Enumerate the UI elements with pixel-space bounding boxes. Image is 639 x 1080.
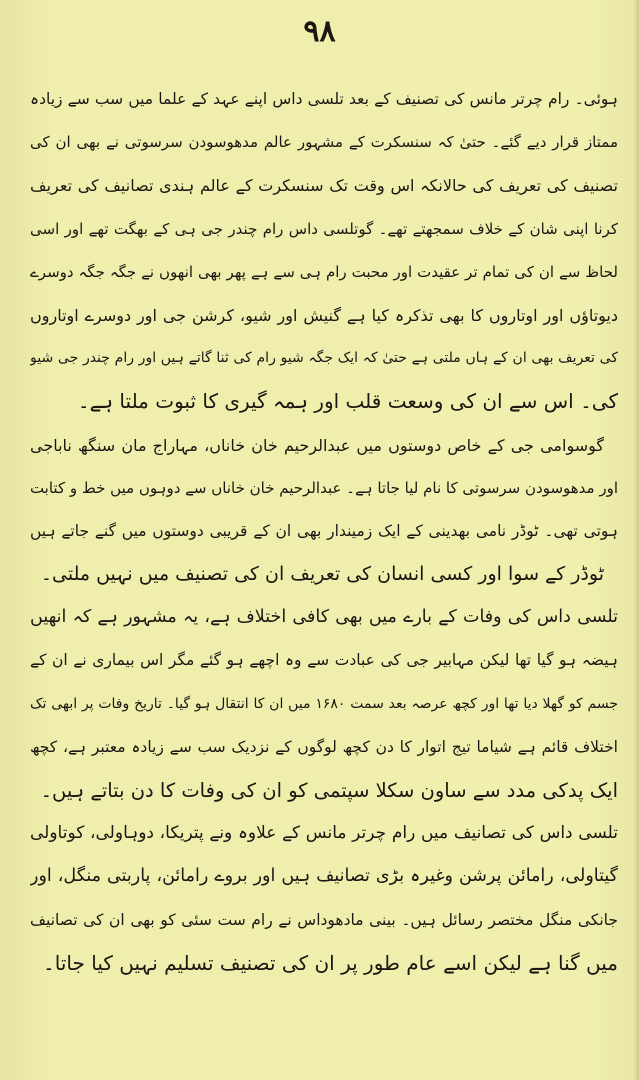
text-line: لحاظ سے ان کی تمام تر عقیدت اور محبت رام ہی سے ہے پھر بھی انھوں نے جگہ جگہ دوسرے [30, 262, 618, 281]
text-line: اور مدھوسودن سرسوتی کا نام لیا جاتا ہے۔ عبدالرحیم خان خاناں سے دوہوں میں خط و کتابت [30, 478, 618, 497]
paragraph-3 [30, 596, 618, 812]
text-line: اختلاف قائم ہے شیاما تیج اتوار کا دن کچھ لوگوں کے نزدیک سب سے زیادہ معتبر ہے، کچھ [30, 737, 618, 756]
text-line: تصنیف کی تعریف کی حالانکہ اس وقت تک سنسکرت کے عالم ہندی تصانیف کی تعریف [30, 176, 618, 196]
paragraph-2 [30, 424, 618, 597]
text-line: ہوئی۔ رام چرتر مانس کی تصنیف کے بعد تلسی داس اپنے عہد کے علما میں سب سے زیادہ [30, 90, 618, 108]
text-line: ٹوڈر کے سوا اور کسی انسان کی تعریف ان کی تصنیف میں نہیں ملتی۔ [40, 563, 604, 586]
page-number: ۹۸ [303, 14, 336, 49]
text-line: میں گنا ہے لیکن اسے عام طور پر ان کی تصنیف تسلیم نہیں کیا جاتا۔ [43, 950, 618, 975]
text-line: ہیضہ ہو گیا تھا لیکن مہابیر جی کی عبادت سے وہ اچھے ہو گئے مگر اس بیماری نے ان کے [30, 651, 618, 670]
text-line: کی۔ اس سے ان کی وسعت قلب اور ہمہ گیری کا ثبوت ملتا ہے۔ [77, 389, 618, 414]
text-line: گیتاولی، رامائن پرشن وغیرہ بڑی تصانیف ہیں اور بروے رامائن، پاربتی منگل، اور [30, 866, 618, 887]
text-line: تلسی داس کی وفات کے بارے میں بھی کافی اختلاف ہے، یہ مشہور ہے کہ انھیں [30, 607, 618, 628]
text-line: دیوتاؤں اور اوتاروں کا بھی تذکرہ کیا ہے گنیش اور شیو، کرشن جی اور دوسرے اوتاروں [30, 305, 618, 325]
paragraph-1 [30, 78, 618, 424]
page-edge-shadow [633, 0, 639, 1080]
text-line: کرنا اپنی شان کے خلاف سمجھتے تھے۔ گوتلسی داس رام چندر جی ہی کے بھگت تھے اور اسی [30, 219, 618, 238]
text-line: گوسوامی جی کے خاص دوستوں میں عبدالرحیم خان خاناں، مہاراج مان سنگھ ناباجی [30, 435, 604, 455]
body-text [30, 78, 618, 985]
text-line: جانکی منگل مختصر رسائل ہیں۔ بینی مادھوداس نے رام ست سئی کو بھی ان کی تصانیف [30, 910, 618, 929]
text-line: جسم کو گھلا دیا تھا اور کچھ عرصہ بعد سمت ۱۶۸۰ میں ان کا انتقال ہو گیا۔ تاریخ وفات پر ابھی تک [30, 695, 618, 712]
text-line: تلسی داس کی تصانیف میں رام چرتر مانس کے علاوہ ونے پتریکا، دوہاولی، کوتاولی [30, 823, 618, 844]
paragraph-4 [30, 812, 618, 985]
text-line: کی تعریف بھی ان کے ہاں ملتی ہے حتیٰ کہ ایک جگہ شیو رام کی ثنا گاتے ہیں اور رام چندر جی شیو [30, 350, 618, 367]
text-line: ممتاز قرار دیے گئے۔ حتیٰ کہ سنسکرت کے مشہور عالم مدھوسودن سرسوتی نے بھی ان کی [30, 133, 618, 152]
text-line: ہوتی تھی۔ ٹوڈر نامی بھدینی کے ایک زمیندار بھی ان کے قریبی دوستوں میں گنے جاتے ہیں [30, 521, 618, 540]
text-line: ایک پدکی مدد سے ساون سکلا سپتمی کو ان کی وفات کا دن بتاتے ہیں۔ [40, 779, 618, 802]
